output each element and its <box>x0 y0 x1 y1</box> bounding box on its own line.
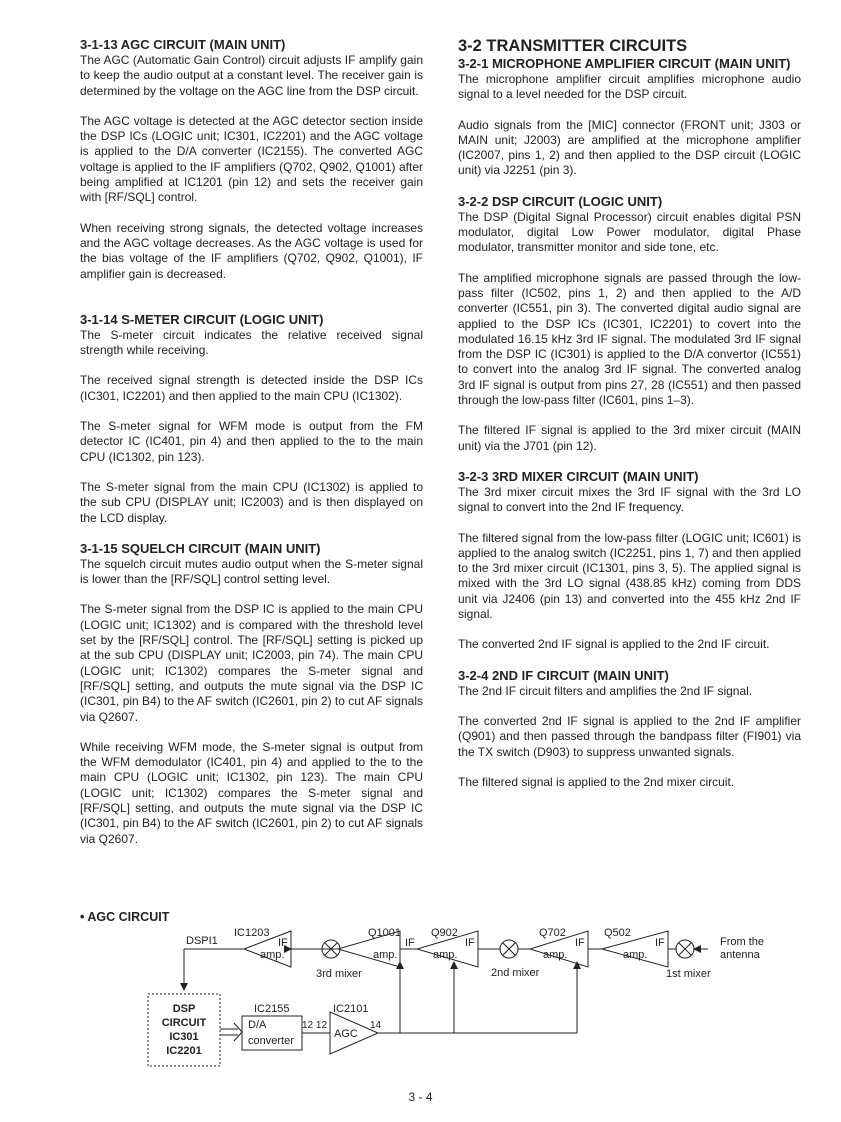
paragraph: The 3rd mixer circuit mixes the 3rd IF signal with the 3rd LO signal to convert into the 2nd IF frequency. <box>458 484 801 515</box>
amp-label-word: amp. <box>373 949 398 961</box>
paragraph: The converted 2nd IF signal is applied to the 2nd IF amplifier (Q901) and then passed through the bandpass filter (FI901) via the TX switch (D903) to suppress unwanted signals. <box>458 713 801 759</box>
label-agc: AGC <box>334 1028 358 1040</box>
paragraph: The microphone amplifier circuit amplifies microphone audio signal to a level needed for the DSP circuit. <box>458 72 801 102</box>
paragraph: The filtered signal from the low-pass filter (LOGIC unit; IC601) is applied to the analog switch (IC2251, pins 1, 7) and then applied to the 3rd mixer circuit (IC1301, pins 3, 5). The applied signal is mixed with the 3rd LO signal (438.85 kHz) coming from DDS unit via J2406 (pin 13) and converted into the 455 kHz 2nd IF signal. <box>458 530 801 622</box>
amp-label-if: IF <box>655 937 665 949</box>
label-q702: Q702 <box>539 927 566 939</box>
paragraph: The AGC (Automatic Gain Control) circuit adjusts IF amplify gain to keep the audio output at a constant level. The receiver gain is determined by the voltage on the AGC line from the DSP circuit. <box>80 53 423 98</box>
section-squelch-circuit <box>80 541 423 847</box>
amp-label-if: IF <box>465 937 475 949</box>
section-dsp-circuit <box>458 194 801 454</box>
label-da: converter <box>248 1035 294 1047</box>
label-dsp: CIRCUIT <box>161 1017 207 1029</box>
section-heading: 3-2-3 3RD MIXER CIRCUIT (MAIN UNIT) <box>458 468 699 484</box>
label-dspi1: DSPI1 <box>186 935 218 947</box>
dsp-da-arrowhead <box>234 1023 242 1041</box>
paragraph: The amplified microphone signals are passed through the low-pass filter (IC502, pins 1, 2) and then applied to the A/D converter (IC551, pin 3). The converted digital audio signal are applied to the DSP ICs (IC301, IC2201) to covert into the modulated 16.15 kHz 3rd IF signal. The modulated 3rd IF signal from the DSP IC (IC301) is applied to the D/A convertor (IC551) to convert into the analog 3rd IF signal. The converted analog 3rd IF signal is output from pins 27, 28 (IC551) and then passed through the low-pass filter (IC601, pins 1–3). <box>458 270 801 408</box>
paragraph: The S-meter signal from the DSP IC is applied to the main CPU (LOGIC unit; IC1302) and is compared with the threshold level set by the [RF/SQL] control. The [RF/SQL] setting is picked up at the sub CPU (DISPLAY unit; IC2003, pin 74). The main CPU (LOGIC unit; IC1302) compares the S-meter signal and [RF/SQL] setting, and outputs the mute signal via the DSP IC (IC301, pin B4) to the AF switch (IC2601, pin 2) to cut AF signals via Q2607. <box>80 602 423 724</box>
paragraph: The filtered signal is applied to the 2nd mixer circuit. <box>458 774 735 789</box>
paragraph: The filtered IF signal is applied to the 3rd mixer circuit (MAIN unit) via the J701 (pin 12). <box>458 423 801 453</box>
agc-circuit-diagram <box>80 922 780 1072</box>
label-q502: Q502 <box>604 927 631 939</box>
paragraph: The DSP (Digital Signal Processor) circuit enables digital PSN modulator, digital Low Power modulator, digital Phase modulator, transmitter monitor and side tone, etc. <box>458 209 801 255</box>
section-2nd-if <box>458 668 801 790</box>
amp-label-if: IF <box>278 937 288 949</box>
amp-label-word: amp. <box>623 949 648 961</box>
paragraph: While receiving WFM mode, the S-meter signal is output from the WFM demodulator (IC401, pin 4) and applied to the to the main CPU (LOGIC unit; IC1302, pin 123). The main CPU (LOGIC unit; IC1302) compares the S-meter signal and [RF/SQL] setting, and outputs the mute signal via the DSP IC (IC301, pin B4) to the AF switch (IC2601, pin 2) to cut AF signals via Q2607. <box>80 739 423 846</box>
section-heading: 3-2-2 DSP CIRCUIT (LOGIC UNIT) <box>458 193 663 209</box>
amp-label-word: amp. <box>433 949 458 961</box>
paragraph: The S-meter signal from the main CPU (IC1302) is applied to the sub CPU (DISPLAY unit; IC2003) and is then displayed on the LCD display. <box>80 479 423 525</box>
label-from-antenna: From the <box>720 936 765 948</box>
label-ic1203: IC1203 <box>234 927 270 939</box>
section-3rd-mixer <box>458 469 801 653</box>
label-3rd-mixer: 3rd mixer <box>316 968 362 980</box>
label-dsp: DSP <box>172 1003 196 1015</box>
section-heading: 3-2-4 2ND IF CIRCUIT (MAIN UNIT) <box>458 667 669 683</box>
paragraph: The converted 2nd IF signal is applied to the 2nd IF circuit. <box>458 637 770 652</box>
amp-label-if: IF <box>405 937 415 949</box>
amp-label-if: IF <box>575 937 585 949</box>
label-ic2155: IC2155 <box>254 1003 290 1015</box>
label-pins: 12 12 <box>302 1020 328 1031</box>
chapter-title: 3-2 TRANSMITTER CIRCUITS <box>458 37 688 55</box>
paragraph: The S-meter circuit indicates the relative received signal strength while receiving. <box>80 327 423 358</box>
paragraph: Audio signals from the [MIC] connector (FRONT unit; J303 or MAIN unit; J2003) are amplified at the microphone amplifier (IC2007, pins 1, 2) and then applied to the DSP circuit (LOGIC unit) via J2251 (pin 3). <box>458 117 801 178</box>
right-column <box>458 37 801 805</box>
paragraph: When receiving strong signals, the detected voltage increases and the AGC voltage decreases. As the AGC voltage is used for the bias voltage of the IF amplifiers (Q702, Q902, Q1001), IF amplifier gain is decreased. <box>80 220 423 281</box>
label-da: D/A <box>248 1019 267 1031</box>
label-dsp: IC301 <box>169 1031 199 1043</box>
label-dsp: IC2201 <box>166 1045 202 1057</box>
label-from-antenna: antenna <box>720 949 760 961</box>
section-agc-circuit <box>80 37 423 282</box>
amp-label-word: amp. <box>543 949 568 961</box>
label-1st-mixer: 1st mixer <box>666 968 711 980</box>
amp-label-word: amp. <box>260 949 285 961</box>
paragraph: The received signal strength is detected inside the DSP ICs (IC301, IC2201) and then applied to the main CPU (IC1302). <box>80 373 423 403</box>
page-number: 3 - 4 <box>408 1090 433 1104</box>
section-heading: 3-2-1 MICROPHONE AMPLIFIER CIRCUIT (MAIN UNIT) <box>458 56 791 71</box>
left-column <box>80 37 423 862</box>
section-heading: 3-1-14 S-METER CIRCUIT (LOGIC UNIT) <box>80 311 324 327</box>
paragraph: The 2nd IF circuit filters and amplifies the 2nd IF signal. <box>458 683 753 698</box>
label-pin-14: 14 <box>370 1020 382 1031</box>
label-q1001: Q1001 <box>368 927 402 939</box>
paragraph: The S-meter signal for WFM mode is output from the FM detector IC (IC401, pin 4) and then applied to the to the main CPU (IC1302, pin 123). <box>80 419 423 464</box>
paragraph: The AGC voltage is detected at the AGC detector section inside the DSP ICs (LOGIC unit; IC301, IC2201) and the AGC voltage is applied to the D/A converter (IC2155). The converted AGC voltage is applied to the IF amplifiers (Q702, Q902, Q1001) after being amplified at IC1201 (pin 12) and sets the receiver gain with [RF/SQL] control. <box>80 113 423 205</box>
label-ic2101: IC2101 <box>333 1003 369 1015</box>
section-heading: 3-1-15 SQUELCH CIRCUIT (MAIN UNIT) <box>80 540 321 556</box>
section-mic-amplifier <box>458 56 801 179</box>
label-q902: Q902 <box>431 927 458 939</box>
label-2nd-mixer: 2nd mixer <box>491 967 540 979</box>
section-s-meter-circuit <box>80 312 423 526</box>
paragraph: The squelch circuit mutes audio output when the S-meter signal is lower than the [RF/SQL] control setting level. <box>80 556 423 587</box>
diagram-title: • AGC CIRCUIT <box>80 910 170 924</box>
section-heading: 3-1-13 AGC CIRCUIT (MAIN UNIT) <box>80 37 286 52</box>
